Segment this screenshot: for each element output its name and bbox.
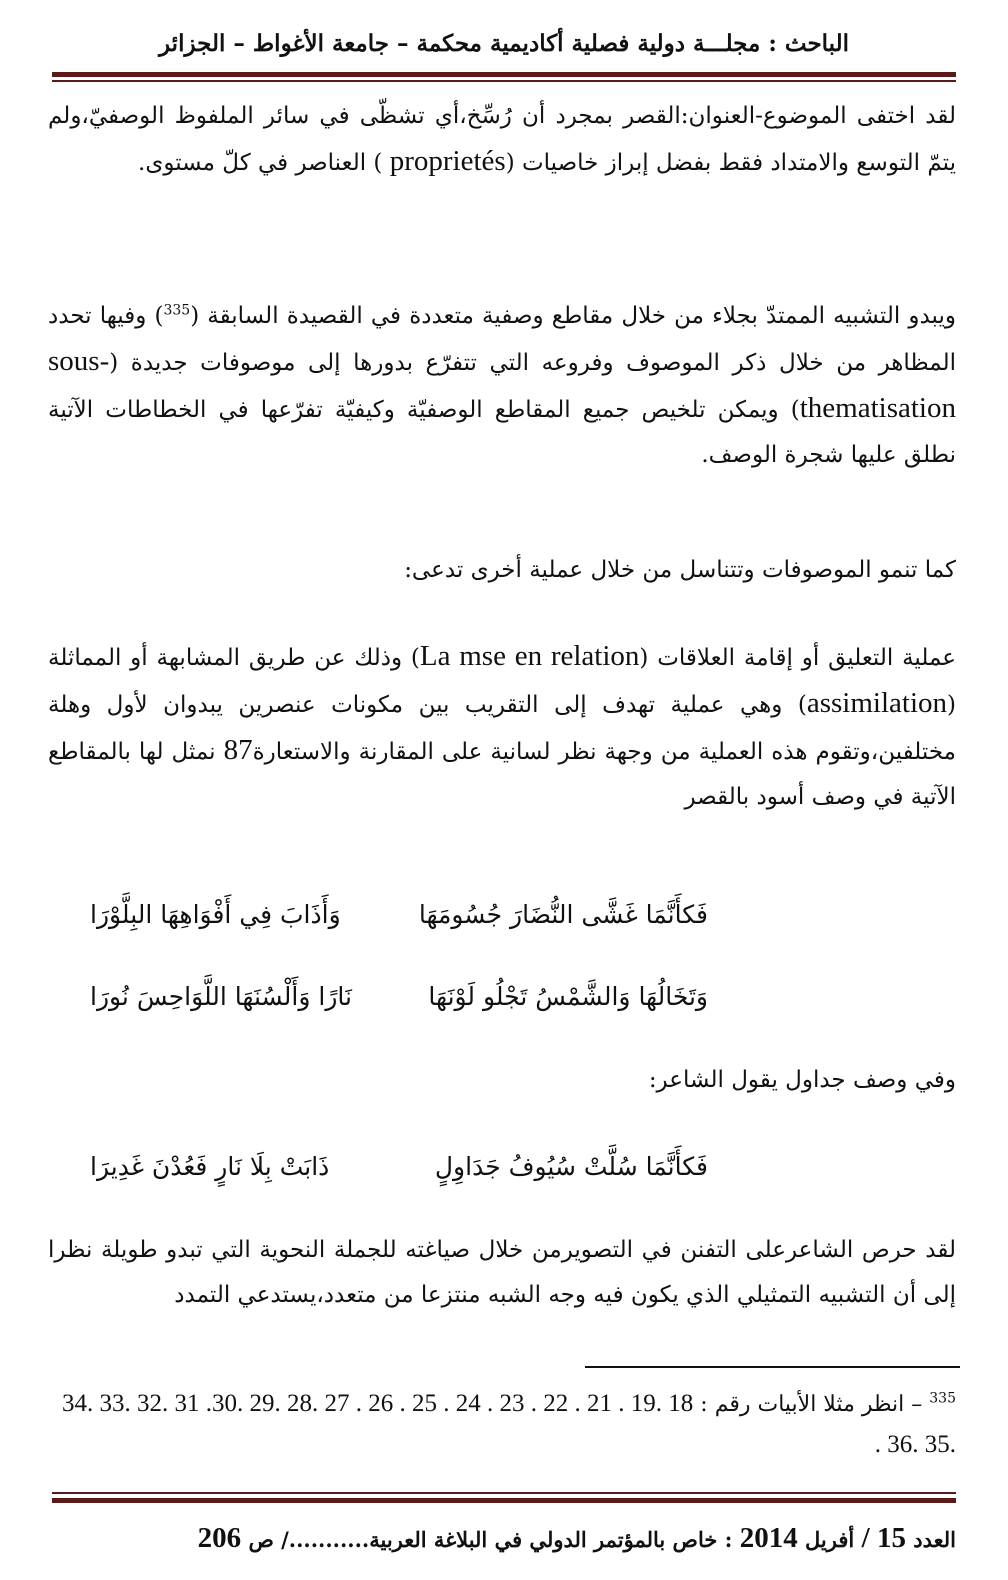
p2-latin-term: sous-thematisation <box>48 345 956 424</box>
p4-text-a: عملية التعليق أو إقامة العلاقات ( <box>639 645 956 671</box>
p1-text-b: ) العناصر في كلّ مستوى. <box>138 150 390 176</box>
p4-text-b: ) وذلك عن طريق المشابهة أو المماثلة ( <box>48 645 956 718</box>
issue-year: 2014 <box>739 1522 798 1554</box>
footnote-ref: 335 <box>163 302 191 319</box>
p4-latin-term-2: assimilation <box>806 687 948 719</box>
p3-text: كما تنمو الموصوفات وتتناسل من خلال عملية أخرى تدعى: <box>404 557 956 583</box>
journal-footer <box>60 1518 956 1558</box>
paragraph-2 <box>48 294 956 478</box>
paragraph-1 <box>48 94 956 186</box>
issue-separator: / <box>861 1522 870 1554</box>
issue-label: العدد <box>913 1527 956 1552</box>
footer-rule-thick <box>52 1498 956 1503</box>
paragraph-4 <box>48 634 956 820</box>
verse-line <box>90 972 708 1022</box>
footer-rule-thin <box>52 1492 956 1494</box>
footnote <box>48 1384 956 1466</box>
footnote-marker: 335 <box>929 1390 956 1407</box>
verse-hemistich-first: وَتَخَالُهَا وَالشَّمْسُ تَجْلُو لَوْنَهَا <box>428 982 708 1011</box>
page-number: 206 <box>197 1522 242 1554</box>
verse-hemistich-second: وَأَذَابَ فِي أَفْوَاهِهَا البِلَّوْرَا <box>90 900 341 929</box>
p2-text-a: ويبدو التشبيه الممتدّ بجلاء من خلال مقاطع وصفية متعددة في القصيدة السابقة ( <box>190 303 956 329</box>
paragraph-5 <box>48 1058 956 1103</box>
header-rule-thick <box>52 72 956 77</box>
issue-number: 15 <box>876 1522 906 1554</box>
p6-text: لقد حرص الشاعرعلى التفنن في التصويرمن خلال صياغته للجملة النحوية التي تبدو طويلة نظرا إلى أن التشبيه التمثيلي الذي يكون فيه وجه الشبه منتزعا من متعدد،يستدعي التمدد <box>48 1237 956 1308</box>
p1-latin-term: proprietés <box>389 145 506 177</box>
footnote-label: – انظر مثلا الأبيات رقم : <box>700 1392 923 1417</box>
verse-hemistich-second: نَارًا وَأَلْسُنَهَا اللَّوَاحِسَ نُورَا <box>90 982 352 1011</box>
p2-text-b: ) وفيها تحدد المظاهر من خلال ذكر الموصوف وفروعه التي تتفرّع بدورها إلى موصوفات جديدة ( <box>48 303 956 376</box>
p4-text-c: ) وهي عملية تهدف إلى التقريب بين مكونات عنصرين يبدوان لأول وهلة مختلفين،وتقوم هذه العملية من وجهة نظر لسانية على المقارنة والاستعارة <box>48 692 956 765</box>
verse-hemistich-second: ذَابَتْ بِلَا نَارٍ فَعُدْنَ غَدِيرَا <box>90 1152 330 1181</box>
journal-header: الباحث : مجلـــة دولية فصلية أكاديمية محكمة – جامعة الأغواط – الجزائر <box>158 30 850 57</box>
p5-text: وفي وصف جداول يقول الشاعر: <box>648 1067 956 1093</box>
header-rule-thin <box>52 80 956 82</box>
issue-special-note: : خاص بالمؤتمر الدولي في البلاغة العربية.........../ ص <box>248 1527 733 1552</box>
p1-text-a: لقد اختفى الموضوع-العنوان:القصر بمجرد أن رُسِّخ،أي تشظّى في سائر الملفوظ الوصفيّ،ولم يتمّ التوسع والامتداد فقط بفضل إبراز خاصيات ( <box>48 103 956 176</box>
verse-hemistich-first: فَكأَنَّمَا سُلَّتْ سُيُوفُ جَدَاوِلٍ <box>434 1152 708 1181</box>
footnote-rule <box>585 1366 960 1368</box>
verse-line <box>90 1142 708 1192</box>
p2-text-c: ) ويمكن تلخيص جميع المقاطع الوصفيّة وكيفيّة تفرّعها في الخطاطات الآتية نطلق عليها شجرة الوصف. <box>48 397 956 468</box>
verse-hemistich-first: فَكأَنَّمَا غَشَّى النُّضَارَ جُسُومَهَا <box>418 900 708 929</box>
p4-number: 87 <box>223 734 253 766</box>
p4-text-d: نمثل لها بالمقاطع الآتية في وصف أسود بالقصر <box>48 739 956 810</box>
paragraph-3 <box>48 548 956 593</box>
paragraph-6 <box>48 1228 956 1318</box>
p4-latin-term-1: La mse en relation <box>419 640 640 672</box>
issue-month: أفريل <box>805 1527 855 1552</box>
verse-line <box>90 890 708 940</box>
footnote-numbers: 18 .19 . 21 . 22 . 23 . 24 . 25 . 26 . 27 .28 .29 .30. 31 .32 .33 .34 .35 .36 . <box>62 1390 956 1458</box>
